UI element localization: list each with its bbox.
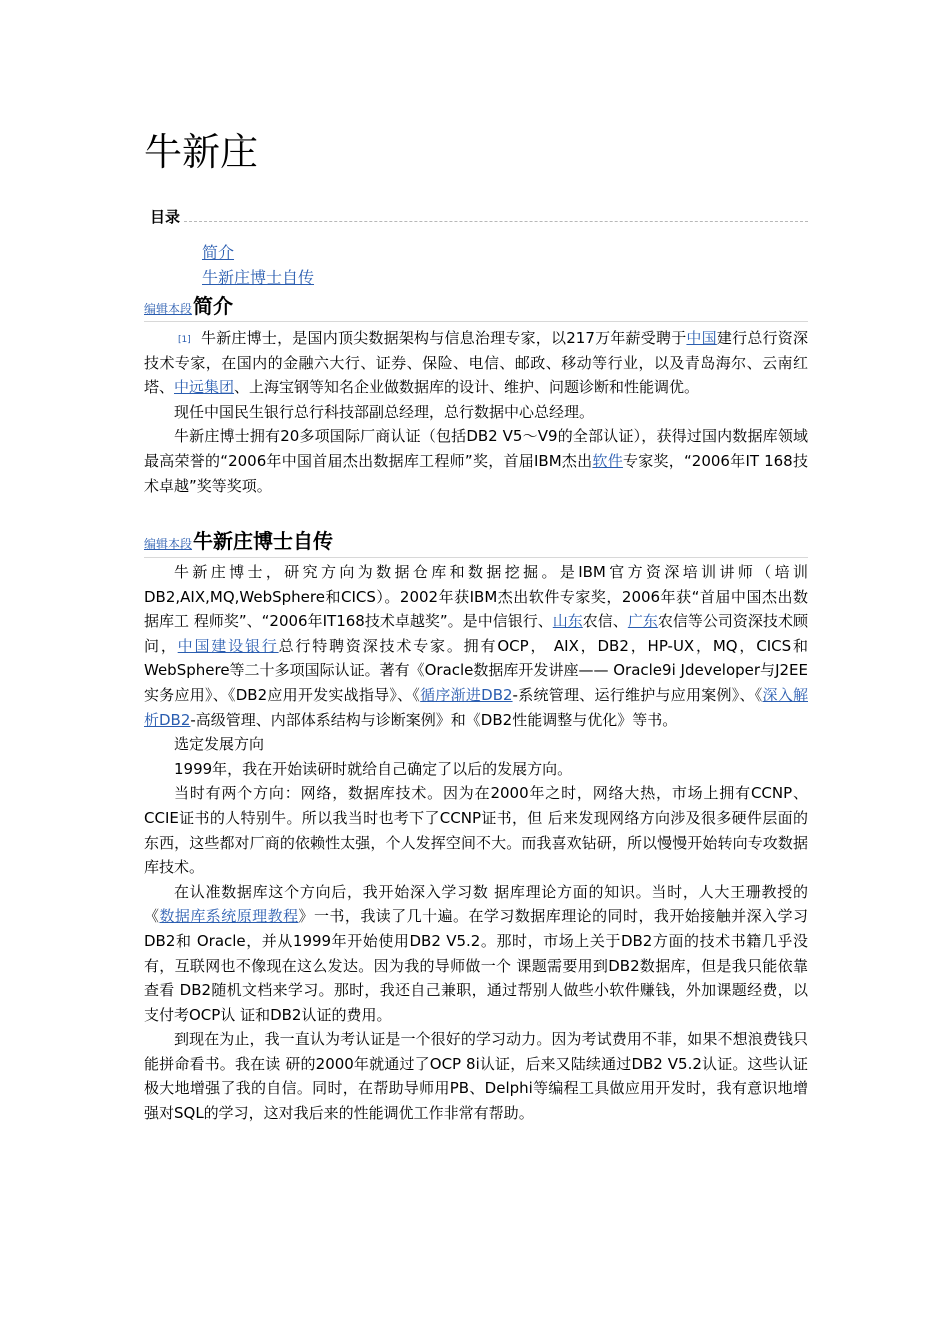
toc-item — [202, 240, 808, 265]
reference-marker[interactable]: [1] — [178, 335, 191, 345]
section-title: 简介 — [193, 294, 234, 318]
paragraph: 牛新庄博士，研究方向为数据仓库和数据挖掘。是IBM官方资深培训讲师（培训DB2,AIX,MQ,WebSphere和CICS）。2002年获IBM杰出软件专家奖，2006年获“首届中国杰出数据库工 程师奖”、“2006年IT168技术卓越奖”。是中信银行、山东农信、广东农信等公司资深技术顾问，中国建设银行总行特聘资深技术专家。拥有OCP， AIX，DB2，HP-UX，MQ，CICS和WebSphere等二十多项国际认证。著有《Oracle数据库开发讲座—— Oracle9i Jdeveloper与J2EE实务应用》、《DB2应用开发实战指导》、《循序渐进DB2-系统管理、运行维护与应用案例》、《深入解析DB2-高级管理、内部体系结构与诊断案例》和《DB2性能调整与优化》等书。 — [144, 563, 808, 729]
page-title: 牛新庄 — [144, 130, 259, 174]
link-db2-book[interactable]: 循序渐进DB2 — [420, 685, 513, 704]
section-header-intro — [144, 290, 808, 319]
link-cosco[interactable]: 中远集团 — [174, 378, 235, 397]
link-shandong[interactable]: 山东 — [552, 612, 583, 631]
link-db2-deep[interactable]: 深入解析DB2 — [144, 685, 808, 729]
paragraph: [1] 牛新庄博士，是国内顶尖数据架构与信息治理专家，以217万年薪受聘于中国建行总行资深技术专家，在国内的金融六大行、证券、保险、电信、邮政、移动等行业，以及青岛海尔、云南红塔、中远集团、上海宝钢等知名企业做数据库的设计、维护、问题诊断和性能调优。 — [144, 329, 808, 397]
link-china[interactable]: 中国 — [686, 329, 717, 347]
toc-link-intro[interactable]: 简介 — [202, 243, 235, 262]
edit-section-link[interactable]: 编辑本段 — [144, 537, 193, 551]
paragraph: 当时有两个方向：网络，数据库技术。因为在2000年之时，网络大热，市场上拥有CCNP、CCIE证书的人特别牛。所以我当时也考下了CCNP证书，但 后来发现网络方向涉及很多硬件层面的东西，这些都对厂商的依赖性太强，个人发挥空间不大。而我喜欢钻研，所以慢慢开始转向专攻数据库技术。 — [144, 784, 808, 877]
paragraph: 1999年，我在开始读研时就给自己确定了以后的发展方向。 — [174, 759, 573, 778]
paragraph: 选定发展方向 — [174, 735, 265, 754]
paragraph: 牛新庄博士拥有20多项国际厂商认证（包括DB2 V5～V9的全部认证），获得过国内数据库领域最高荣誉的“2006年中国首届杰出数据库工程师”奖，首届IBM杰出软件专家奖，“2006年IT 168技术卓越”奖等奖项。 — [144, 427, 808, 495]
paragraph: 到现在为止，我一直认为考认证是一个很好的学习动力。因为考试费用不菲，如果不想浪费钱只能拼命看书。我在读 研的2000年就通过了OCP 8i认证，后来又陆续通过DB2 V5.2认证。这些认证极大地增强了我的自信。同时，在帮助导师用PB、Delphi等编程工具做应用开发时，我有意识地增强对SQL的学习，这对我后来的性能调优工作非常有帮助。 — [144, 1030, 808, 1123]
paragraph: 在认准数据库这个方向后，我开始深入学习数 据库理论方面的知识。当时，人大王珊教授的《数据库系统原理教程》一书，我读了几十遍。在学习数据库理论的同时，我开始接触并深入学习DB2和 Oracle，并从1999年开始使用DB2 V5.2。那时，市场上关于DB2方面的技术书籍几乎没有，互联网也不像现在这么发达。因为我的导师做一个 课题需要用到DB2数据库，但是我只能依靠查看 DB2随机文档来学习。那时，我还自己兼职，通过帮别人做些小软件赚钱，外加课题经费，以支付考OCP认 证和DB2认证的费用。 — [144, 882, 808, 1024]
toc-divider — [184, 221, 808, 222]
link-ccb[interactable]: 中国建设银行 — [177, 636, 279, 655]
edit-section-link[interactable]: 编辑本段 — [144, 302, 193, 316]
toc-label: 目录 — [150, 207, 181, 226]
toc-link-bio[interactable]: 牛新庄博士自传 — [202, 268, 315, 287]
section-divider — [144, 321, 808, 322]
toc-header — [144, 200, 808, 232]
toc-list — [144, 240, 808, 290]
paragraph: 现任中国民生银行总行科技部副总经理，总行数据中心总经理。 — [174, 402, 595, 421]
section-body-intro — [144, 326, 808, 498]
section-divider — [144, 557, 808, 558]
toc-item — [202, 265, 808, 290]
section-body-bio — [144, 560, 808, 1126]
link-guangdong[interactable]: 广东 — [627, 612, 658, 631]
link-software[interactable]: 软件 — [592, 451, 623, 470]
table-of-contents — [144, 200, 808, 290]
section-title: 牛新庄博士自传 — [193, 529, 334, 553]
link-db-textbook[interactable]: 数据库系统原理教程 — [159, 907, 299, 926]
section-header-bio — [144, 525, 808, 554]
